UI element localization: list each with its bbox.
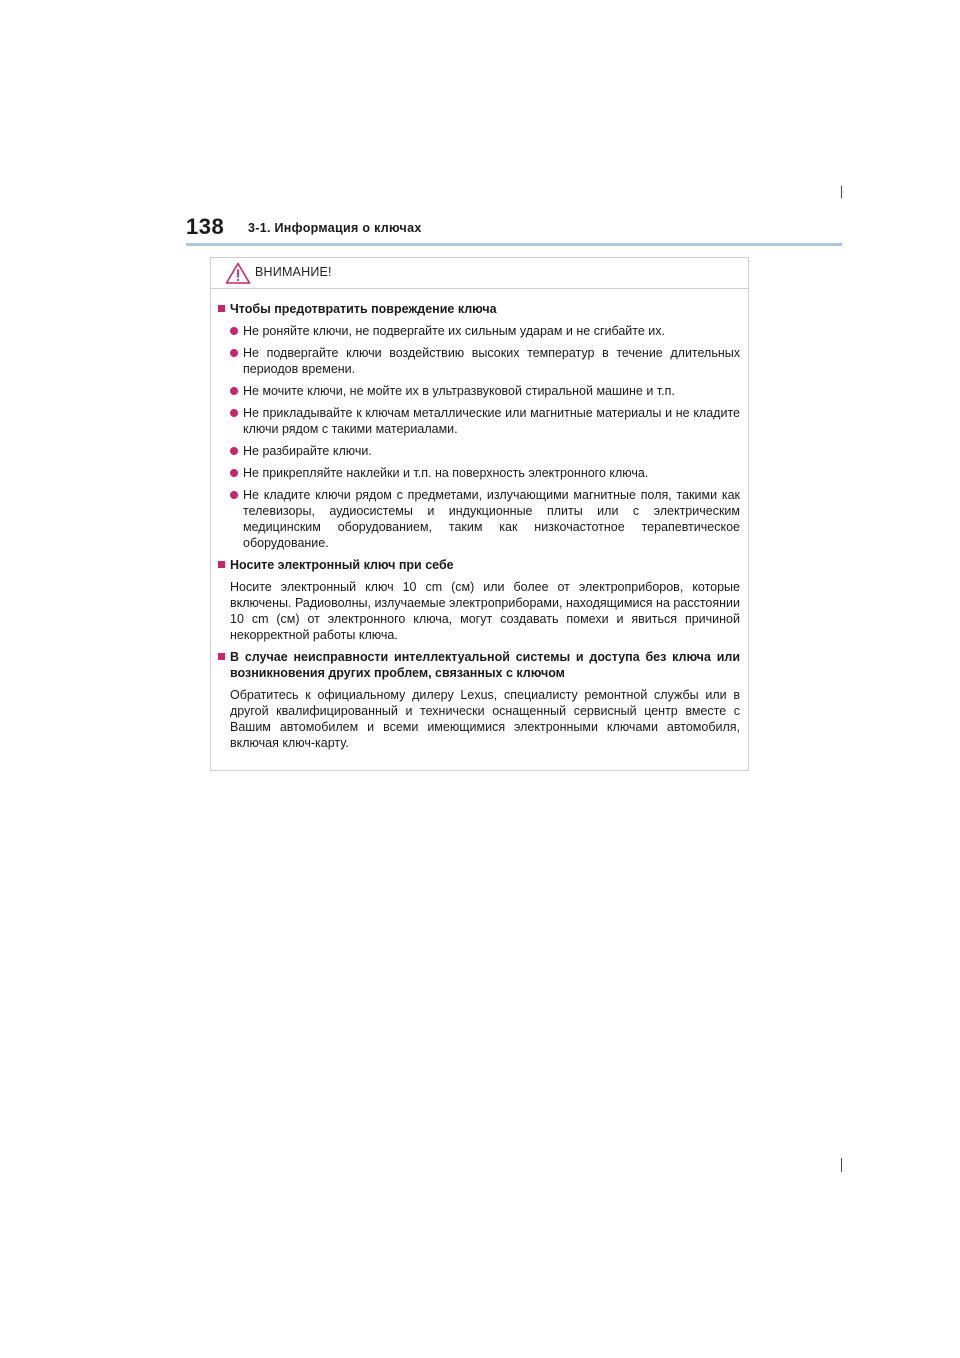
section-heading (218, 557, 740, 573)
header-rule (186, 243, 842, 246)
list-item (218, 383, 740, 399)
crop-mark-top (841, 186, 842, 198)
section-heading-text: Носите электронный ключ при себе (230, 558, 454, 572)
round-bullet-icon (230, 491, 238, 499)
round-bullet-icon (230, 387, 238, 395)
section-title: 3-1. Информация о ключах (248, 221, 422, 235)
page-header (186, 214, 842, 246)
section-heading (218, 301, 740, 317)
round-bullet-icon (230, 349, 238, 357)
square-bullet-icon (218, 305, 225, 312)
crop-mark-bottom (841, 1158, 842, 1172)
round-bullet-icon (230, 409, 238, 417)
list-item-text: Не прикладывайте к ключам металлические или магнитные материалы и не кладите ключи рядом с такими материалами. (243, 406, 740, 436)
list-item-text: Не прикрепляйте наклейки и т.п. на поверхность электронного ключа. (243, 466, 649, 480)
square-bullet-icon (218, 653, 225, 660)
list-item-text: Не разбирайте ключи. (243, 444, 372, 458)
warning-triangle-icon (225, 262, 251, 284)
section-heading-text: В случае неисправности интеллектуальной системы и доступа без ключа или возникновения других проблем, связанных с ключом (230, 650, 740, 680)
list-item (218, 345, 740, 377)
list-item (218, 405, 740, 437)
list-item-text: Не мочите ключи, не мойте их в ультразвуковой стиральной машине и т.п. (243, 384, 675, 398)
warning-title: ВНИМАНИЕ! (255, 265, 332, 279)
list-item (218, 443, 740, 459)
list-item (218, 465, 740, 481)
round-bullet-icon (230, 469, 238, 477)
list-item-text: Не роняйте ключи, не подвергайте их сильным ударам и не сгибайте их. (243, 324, 666, 338)
warning-header (211, 258, 748, 289)
section-paragraph: Обратитесь к официальному дилеру Lexus, специалисту ремонтной службы или в другой квалифицированный и технически оснащенный сервисный центр вместе с Вашим автомобилем и всеми имеющимися электронными ключами автомобиля, включая ключ-карту. (230, 688, 740, 750)
page-number: 138 (186, 214, 225, 239)
list-item (218, 487, 740, 551)
section-paragraph: Носите электронный ключ 10 cm (см) или более от электроприборов, которые включены. Радиоволны, излучаемые электроприборами, находящимися на расстоянии 10 cm (см) от электронного ключа, могут создавать помехи и явиться причиной некорректной работы ключа. (230, 580, 740, 642)
section-heading-text: Чтобы предотвратить повреждение ключа (230, 302, 497, 316)
warning-box (210, 257, 749, 771)
round-bullet-icon (230, 447, 238, 455)
list-item (218, 323, 740, 339)
section-heading (218, 649, 740, 681)
square-bullet-icon (218, 561, 225, 568)
warning-content (211, 289, 748, 751)
list-item-text: Не кладите ключи рядом с предметами, излучающими магнитные поля, такими как телевизоры, аудиосистемы и индукционные плиты или с электрическим медицинским оборудованием, таким как низкочастотное терапевтическое оборудование. (243, 488, 740, 550)
list-item-text: Не подвергайте ключи воздействию высоких температур в течение длительных периодов времени. (243, 346, 740, 376)
round-bullet-icon (230, 327, 238, 335)
